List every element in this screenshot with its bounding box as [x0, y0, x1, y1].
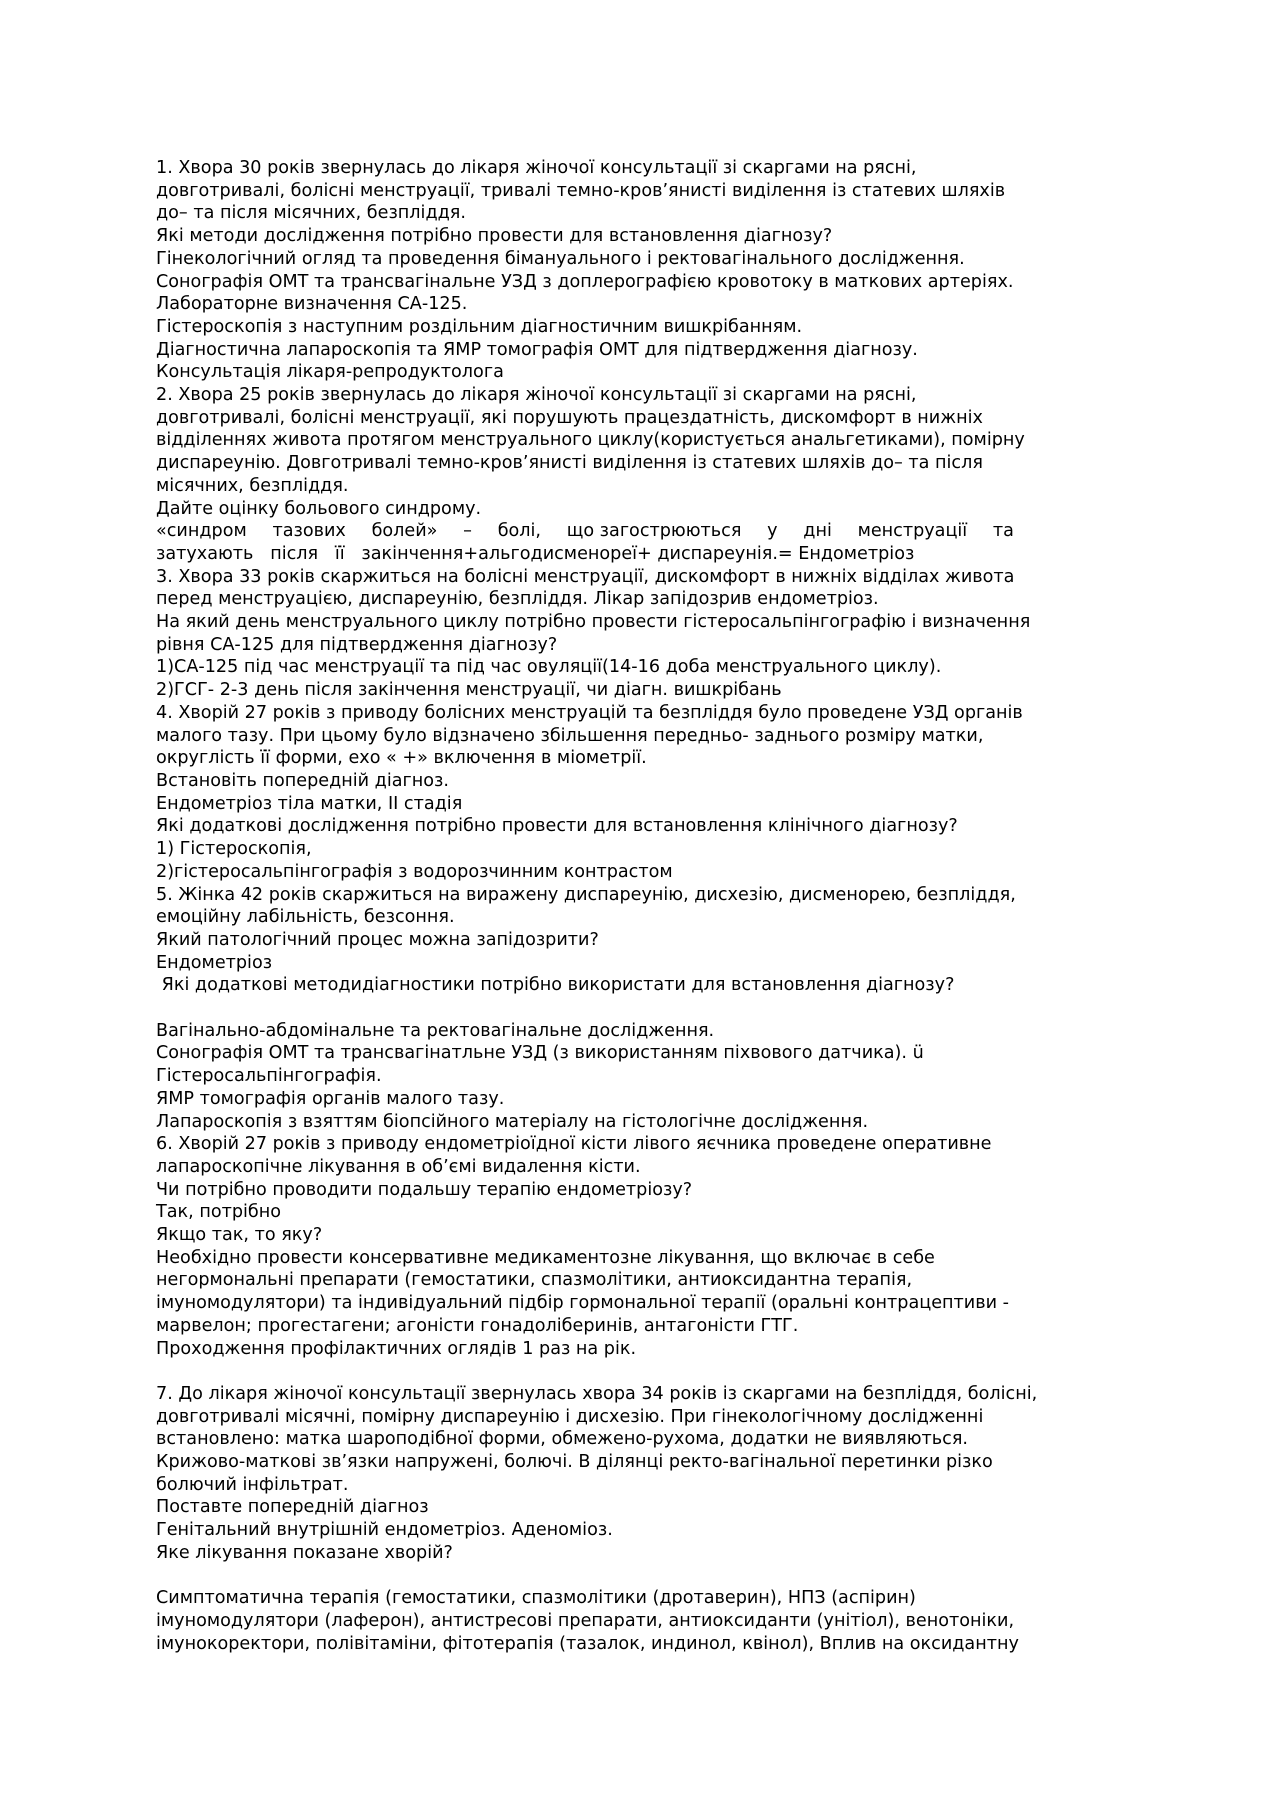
- text-line: Діагностична лапароскопія та ЯМР томографія ОМТ для підтвердження діагнозу.: [156, 339, 918, 360]
- text-line: болючий інфільтрат.: [156, 1474, 349, 1495]
- text-line: Сонографія ОМТ та трансвагінальне УЗД з доплерографією кровотоку в маткових артеріях.: [156, 271, 1014, 292]
- text-line: [156, 997, 1156, 1020]
- text-line: 6. Хворій 27 років з приводу ендометріоїдної кісти лівого яєчника проведене оперативне: [156, 1134, 992, 1155]
- text-line: до– та після місячних, безпліддя.: [156, 203, 466, 224]
- text-line: імуномодулятори (лаферон), антистресові препарати, антиоксиданти (унітіол), венотоніки,: [156, 1610, 1015, 1631]
- text-line: довготривалі місячні, помірну диспареунію і дисхезію. При гінекологічному дослідженні: [156, 1406, 984, 1427]
- text-line: Встановіть попередній діагноз.: [156, 770, 449, 791]
- text-line: 3. Хвора 33 років скаржиться на болісні менструації, дискомфорт в нижніх відділах живота: [156, 566, 1015, 587]
- text-word: дні: [803, 521, 832, 542]
- text-line: рівня СА-125 для підтвердження діагнозу?: [156, 634, 558, 655]
- text-line: 1) Гістероскопія,: [156, 839, 312, 860]
- text-word: «синдром: [156, 521, 247, 542]
- text-word: менструації: [857, 521, 968, 542]
- text-line: Який патологічний процес можна запідозрити?: [156, 929, 599, 950]
- text-line: Необхідно провести консервативне медикаментозне лікування, що включає в себе: [156, 1247, 935, 1268]
- text-line: Так, потрібно: [156, 1202, 282, 1223]
- text-line: Дайте оцінку больового синдрому.: [156, 498, 482, 519]
- text-word: та: [992, 521, 1014, 542]
- text-line: Які додаткові дослідження потрібно провести для встановлення клінічного діагнозу?: [156, 816, 958, 837]
- text-line: імуномодулятори) та індивідуальний підбір гормональної терапії (оральні контрацептиви -: [156, 1293, 1009, 1314]
- text-line: Чи потрібно проводити подальшу терапію ендометріозу?: [156, 1179, 693, 1200]
- text-line: Поставте попередній діагноз: [156, 1497, 429, 1518]
- text-line: Консультація лікаря-репродуктолога: [156, 362, 504, 383]
- justified-text-line: [156, 520, 1014, 543]
- text-line: Ендометріоз тіла матки, ІІ стадія: [156, 793, 463, 814]
- text-line: лапароскопічне лікування в об’ємі видалення кісти.: [156, 1156, 641, 1177]
- text-line: Які додаткові методидіагностики потрібно використати для встановлення діагнозу?: [156, 975, 955, 996]
- text-line: диспареунію. Довготривалі темно-кров’янисті виділення із статевих шляхів до– та після: [156, 453, 983, 474]
- text-line: місячних, безпліддя.: [156, 475, 349, 496]
- text-word: болі,: [497, 521, 542, 542]
- text-line: Симптоматична терапія (гемостатики, спазмолітики (дротаверин), НПЗ (аспірин): [156, 1588, 916, 1609]
- text-word: болей»: [371, 521, 438, 542]
- text-line: 7. До лікаря жіночої консультації звернулась хвора 34 років із скаргами на безпліддя, болісні,: [156, 1383, 1038, 1404]
- text-line: перед менструацією, диспареунію, безпліддя. Лікар запідозрив ендометріоз.: [156, 589, 879, 610]
- text-line: негормональні препарати (гемостатики, спазмолітики, антиоксидантна терапія,: [156, 1270, 913, 1291]
- text-line: довготривалі, болісні менструації, тривалі темно-кров’янисті виділення із статевих шляхів: [156, 180, 1006, 201]
- text-line: 2. Хвора 25 років звернулась до лікаря жіночої консультації зі скаргами на рясні,: [156, 385, 917, 406]
- text-line: Ендометріоз: [156, 952, 273, 973]
- text-word: тазових: [272, 521, 346, 542]
- text-word: що загострюються: [566, 521, 742, 542]
- text-line: Гінекологічний огляд та проведення бімануального і ректовагінального дослідження.: [156, 248, 965, 269]
- text-line: емоційну лабільність, безсоння.: [156, 907, 455, 928]
- text-line: марвелон; прогестагени; агоністи гонадоліберинів, антагоністи ГТГ.: [156, 1315, 799, 1336]
- text-line: затухають після її закінчення+альгодисменореї+ диспареунія.= Ендометріоз: [156, 543, 915, 564]
- text-line: 2)гістеросальпінгографія з водорозчинним контрастом: [156, 861, 673, 882]
- text-line: Вагінально-абдомінальне та ректовагінальне дослідження.: [156, 1020, 715, 1041]
- text-line: Генітальний внутрішній ендометріоз. Аденоміоз.: [156, 1520, 613, 1541]
- text-line: Крижово-маткові зв’язки напружені, болючі. В ділянці ректо-вагінальної перетинки різко: [156, 1452, 993, 1473]
- text-line: Якщо так, то яку?: [156, 1225, 323, 1246]
- text-line: 2)ГСГ- 2-3 день після закінчення менструації, чи діагн. вишкрібань: [156, 680, 782, 701]
- text-line: [156, 1360, 1156, 1383]
- text-block-bottom: [156, 543, 1156, 1655]
- text-line: 1. Хвора 30 років звернулась до лікаря жіночої консультації зі скаргами на рясні,: [156, 158, 917, 178]
- text-line: [156, 1565, 1156, 1588]
- text-line: округлість її форми, ехо « +» включення в міометрії.: [156, 748, 647, 769]
- text-word: –: [463, 521, 472, 542]
- text-line: малого тазу. При цьому було відзначено збільшення передньо- заднього розміру матки,: [156, 725, 984, 746]
- text-line: На який день менструального циклу потрібно провести гістеросальпінгографію і визначення: [156, 612, 1031, 633]
- text-line: Сонографія ОМТ та трансвагінатльне УЗД (з використанням піхвового датчика). ü: [156, 1043, 924, 1064]
- text-line: Проходження профілактичних оглядів 1 раз на рік.: [156, 1338, 637, 1359]
- text-line: ЯМР томографія органів малого тазу.: [156, 1088, 505, 1109]
- text-line: встановлено: матка шароподібної форми, обмежено-рухома, додатки не виявляються.: [156, 1429, 969, 1450]
- text-word: у: [767, 521, 778, 542]
- text-line: 1)СА-125 під час менструації та під час овуляції(14-16 доба менструального циклу).: [156, 657, 942, 678]
- text-block-top: [156, 157, 1156, 520]
- text-line: Які методи дослідження потрібно провести для встановлення діагнозу?: [156, 226, 833, 247]
- text-line: Лабораторне визначення СА-125.: [156, 294, 468, 315]
- text-line: відділеннях живота протягом менструального циклу(користується анальгетиками), помірну: [156, 430, 1025, 451]
- text-line: Гістеросальпінгографія.: [156, 1066, 382, 1087]
- text-line: Гістероскопія з наступним роздільним діагностичним вишкрібанням.: [156, 316, 803, 337]
- text-line: імунокоректори, полівітаміни, фітотерапія (тазалок, индинол, квінол), Вплив на оксидантну: [156, 1633, 1019, 1654]
- text-line: Яке лікування показане хворій?: [156, 1542, 453, 1563]
- text-line: Лапароскопія з взяттям біопсійного матеріалу на гістологічне дослідження.: [156, 1111, 869, 1132]
- text-line: 5. Жінка 42 років скаржиться на виражену диспареунію, дисхезію, дисменорею, безпліддя,: [156, 884, 1016, 905]
- document-page: [156, 157, 1156, 1655]
- text-line: 4. Хворій 27 років з приводу болісних менструацій та безпліддя було проведене УЗД органів: [156, 702, 1023, 723]
- text-line: довготривалі, болісні менструації, які порушують працездатність, дискомфорт в нижніх: [156, 407, 983, 428]
